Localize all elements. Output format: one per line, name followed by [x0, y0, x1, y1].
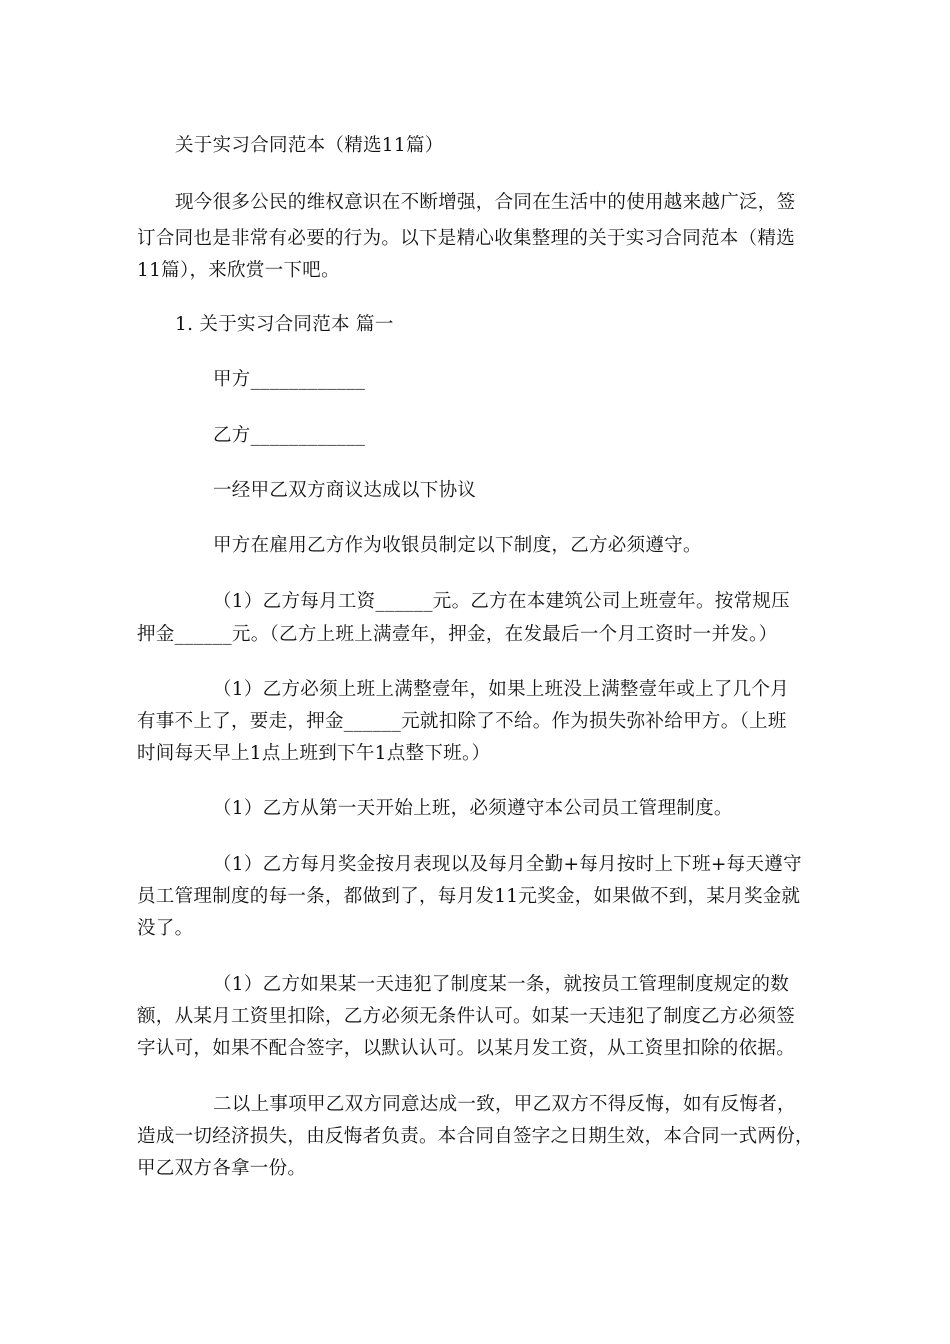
- clause-4-line-2: 员工管理制度的每一条，都做到了，每月发11元奖金，如果做不到，某月奖金就: [137, 886, 801, 907]
- ending-line-3: 甲乙双方各拿一份。: [137, 1158, 307, 1179]
- agreement-line: 一经甲乙双方商议达成以下协议: [213, 480, 477, 501]
- clause-5-line-2: 额，从某月工资里扣除，乙方必须无条件认可。如某一天违犯了制度乙方必须签: [137, 1006, 796, 1027]
- party-a-line: 甲方____________: [213, 369, 366, 390]
- clause-5-line-1: （1）乙方如果某一天违犯了制度某一条，就按员工管理制度规定的数: [213, 974, 790, 995]
- ending-line-1: 二以上事项甲乙双方同意达成一致，甲乙双方不得反悔，如有反悔者，: [213, 1094, 796, 1115]
- section-heading: 1. 关于实习合同范本 篇一: [175, 314, 394, 335]
- ending-line-2: 造成一切经济损失，由反悔者负责。本合同自签字之日期生效，本合同一式两份，: [137, 1126, 814, 1147]
- clause-2-line-3: 时间每天早上1点上班到下午1点整下班。）: [137, 743, 491, 764]
- clause-4-line-3: 没了。: [137, 918, 194, 939]
- intro-line-3: 11篇），来欣赏一下吧。: [137, 260, 340, 281]
- clause-2-line-2: 有事不上了，要走，押金______元就扣除了不给。作为损失弥补给甲方。（上班: [137, 711, 787, 732]
- clause-1-line-1: （1）乙方每月工资______元。乙方在本建筑公司上班壹年。按常规压: [213, 591, 790, 612]
- statement-line: 甲方在雇用乙方作为收银员制定以下制度，乙方必须遵守。: [213, 535, 702, 556]
- clause-4-line-1: （1）乙方每月奖金按月表现以及每月全勤+每月按时上下班+每天遵守: [213, 854, 802, 875]
- clause-3-line-1: （1）乙方从第一天开始上班，必须遵守本公司员工管理制度。: [213, 798, 733, 819]
- intro-line-2: 订合同也是非常有必要的行为。以下是精心收集整理的关于实习合同范本（精选: [137, 228, 796, 249]
- clause-1-line-2: 押金______元。（乙方上班上满壹年，押金，在发最后一个月工资时一并发。）: [137, 624, 778, 645]
- intro-line-1: 现今很多公民的维权意识在不断增强，合同在生活中的使用越来越广泛，签: [175, 192, 796, 213]
- party-b-line: 乙方____________: [213, 425, 366, 446]
- document-title: 关于实习合同范本（精选11篇）: [175, 135, 444, 156]
- clause-5-line-3: 字认可，如果不配合签字，以默认认可。以某月发工资，从工资里扣除的依据。: [137, 1038, 796, 1059]
- clause-2-line-1: （1）乙方必须上班上满整壹年，如果上班没上满整壹年或上了几个月: [213, 679, 790, 700]
